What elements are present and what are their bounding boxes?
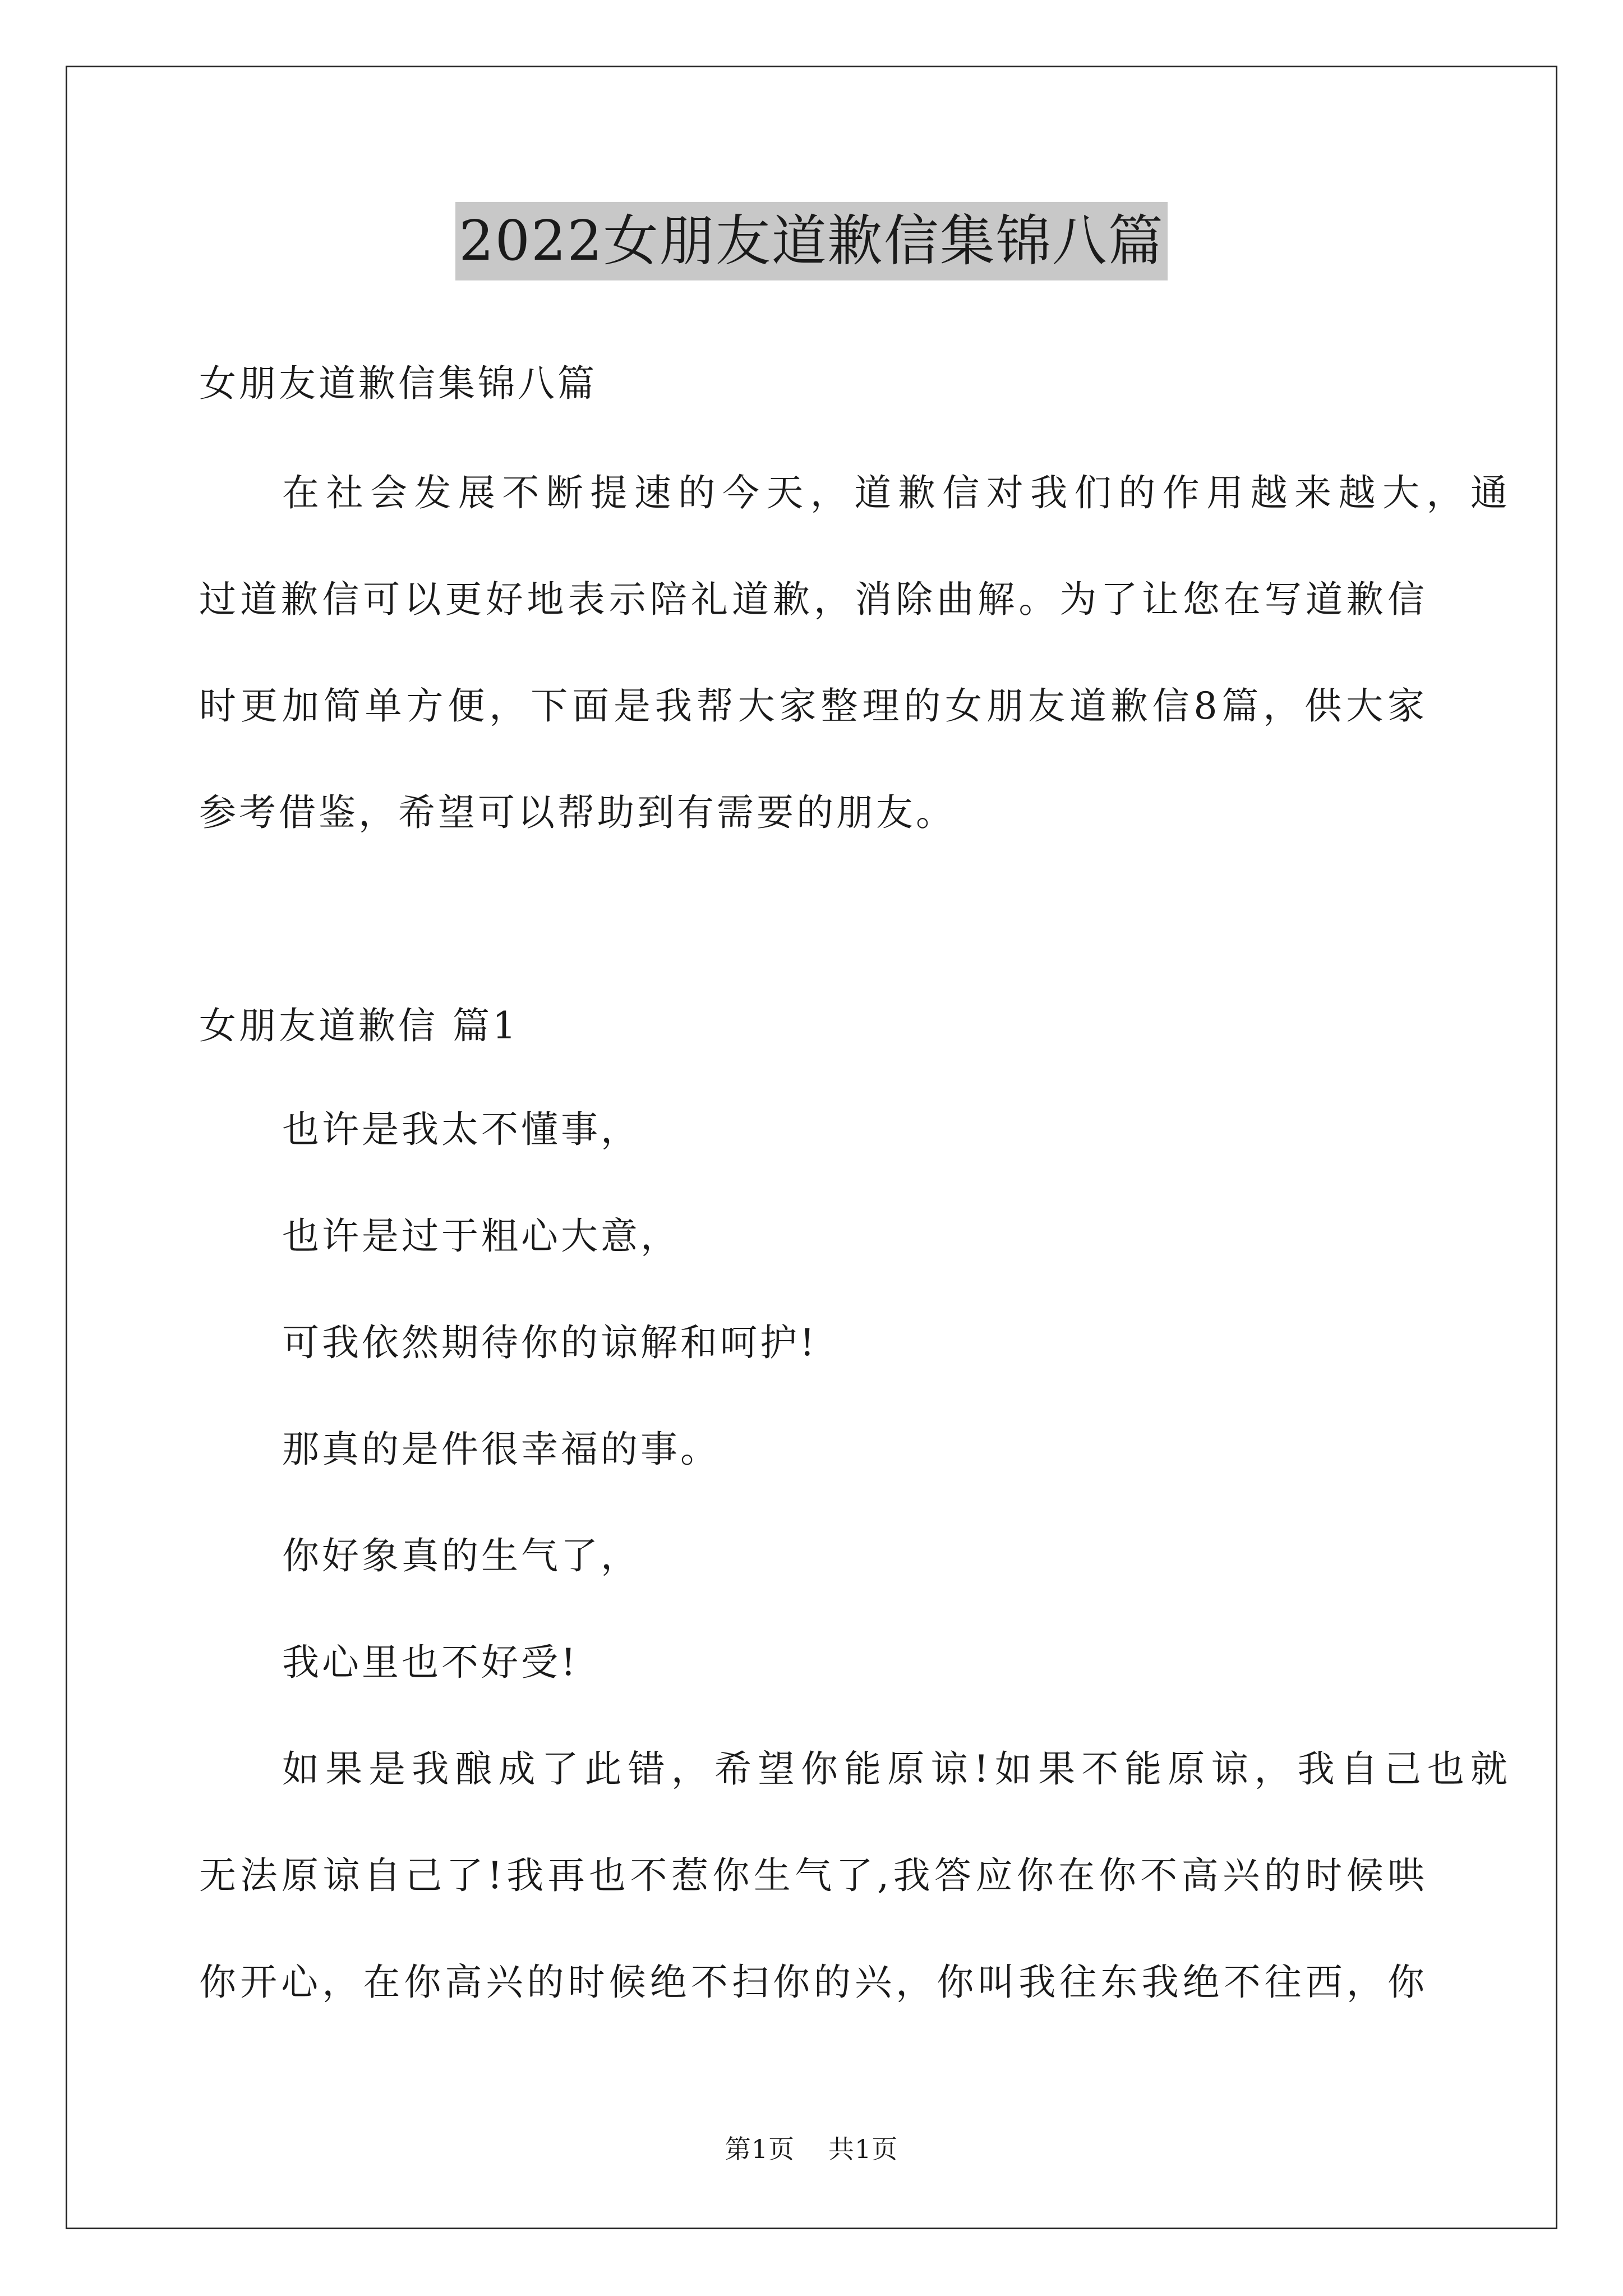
intro-line-2: 过道歉信可以更好地表示陪礼道歉，消除曲解。为了让您在写道歉信 xyxy=(199,578,1424,621)
poem-line-3: 可我依然期待你的谅解和呵护! xyxy=(282,1321,818,1364)
closing-line-1: 如果是我酿成了此错，希望你能原谅!如果不能原谅，我自己也就 xyxy=(282,1747,1507,1791)
intro-line-4: 参考借鉴，希望可以帮助到有需要的朋友。 xyxy=(199,791,956,834)
poem-line-6: 我心里也不好受! xyxy=(282,1641,579,1684)
page-number: 第1页 xyxy=(725,2134,795,2164)
intro-line-1: 在社会发展不断提速的今天，道歉信对我们的作用越来越大，通 xyxy=(282,471,1507,514)
poem-line-2: 也许是过于粗心大意， xyxy=(282,1214,680,1258)
closing-line-2: 无法原谅自己了!我再也不惹你生气了,我答应你在你不高兴的时候哄 xyxy=(199,1854,1424,1897)
closing-line-3: 你开心，在你高兴的时候绝不扫你的兴，你叫我往东我绝不往西，你 xyxy=(199,1961,1424,2004)
section-heading: 女朋友道歉信 篇1 xyxy=(199,1004,519,1047)
page-footer xyxy=(0,2129,1623,2166)
document-subtitle: 女朋友道歉信集锦八篇 xyxy=(199,362,597,405)
poem-line-5: 你好象真的生气了， xyxy=(282,1534,640,1577)
document-title: 2022女朋友道歉信集锦八篇 xyxy=(455,202,1167,280)
title-container xyxy=(0,202,1623,280)
poem-line-1: 也许是我太不懂事， xyxy=(282,1108,640,1151)
intro-line-3: 时更加简单方便，下面是我帮大家整理的女朋友道歉信8篇，供大家 xyxy=(199,684,1424,728)
page-total: 共1页 xyxy=(828,2134,898,2164)
poem-line-4: 那真的是件很幸福的事。 xyxy=(282,1428,720,1471)
